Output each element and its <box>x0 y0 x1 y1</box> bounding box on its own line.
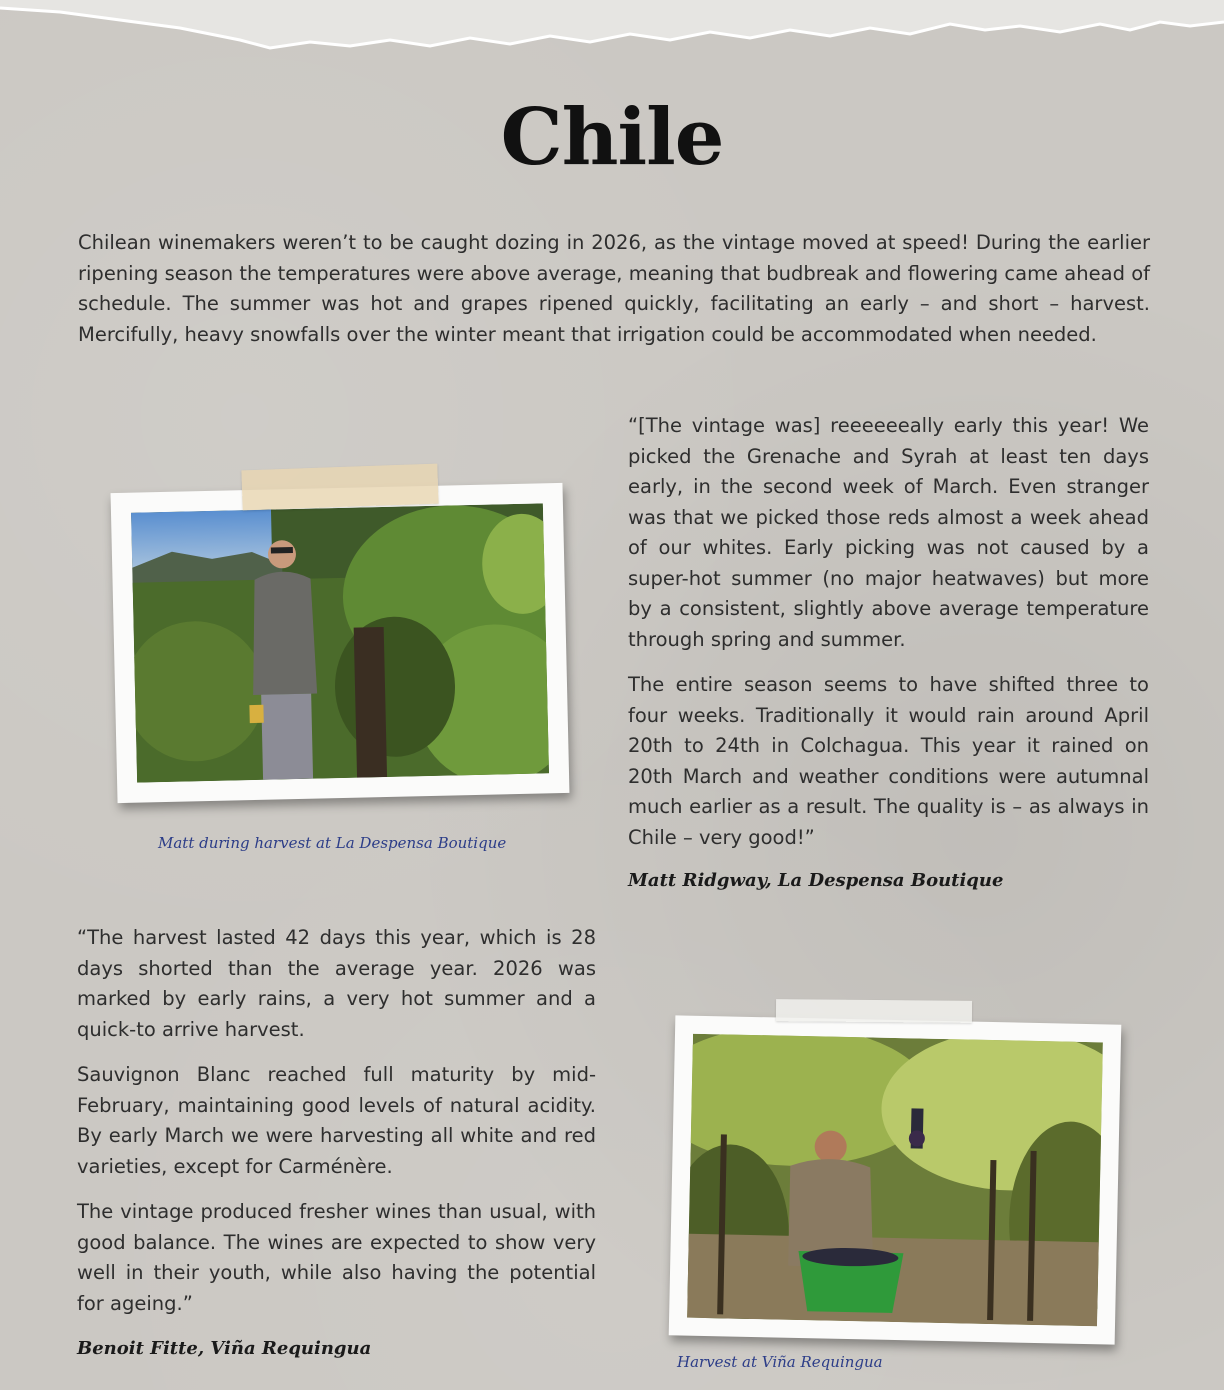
page-title: Chile <box>500 92 724 183</box>
intro-paragraph: Chilean winemakers weren’t to be caught dozing in 2026, as the vintage moved at speed! During the earlier ripening season the temperatures were above average, meaning that budbreak and flowering came ahead of schedule. The summer was hot and grapes ripened quickly, facilitating an early – and short – harvest. Mercifully, heavy snowfalls over the winter meant that irrigation could be accommodated when needed. <box>78 231 1150 346</box>
tape-strip <box>776 999 972 1023</box>
torn-paper-edge <box>0 0 1224 60</box>
photo-caption: Harvest at Viña Requingua <box>677 1353 883 1371</box>
quote-matt-ridgway <box>628 411 1149 868</box>
tape-strip <box>241 464 438 511</box>
photo-caption: Matt during harvest at La Despensa Boutique <box>158 834 507 852</box>
quote-paragraph: “The harvest lasted 42 days this year, which is 28 days shorted than the average year. 2026 was marked by early rains, a very hot summer and a quick-to arrive harvest. <box>77 926 596 1041</box>
quote-paragraph: The entire season seems to have shifted three to four weeks. Traditionally it would rain around April 20th to 24th in Colchagua. This year it rained on 20th March and weather conditions were autumnal much earlier as a result. The quality is – as always in Chile – very good!” <box>628 673 1149 849</box>
quote-paragraph: The vintage produced fresher wines than usual, with good balance. The wines are expected to show very well in their youth, while also having the potential for ageing.” <box>77 1200 596 1315</box>
vineyard-photo-image <box>131 503 549 782</box>
quote-paragraph: Sauvignon Blanc reached full maturity by mid-February, maintaining good levels of natural acidity. By early March we were harvesting all white and red varieties, except for Carménère. <box>77 1063 596 1178</box>
quote-attribution: Benoit Fitte, Viña Requingua <box>77 1338 372 1359</box>
quote-paragraph: “[The vintage was] reeeeeeally early this year! We picked the Grenache and Syrah at least ten days early, in the second week of March. Even stranger was that we picked those reds almost a week ahead of our whites. Early picking was not caused by a super-hot summer (no major heatwaves) but more by a consistent, slightly above average temperature through spring and summer. <box>628 414 1149 651</box>
photo-matt-harvest <box>111 483 570 803</box>
quote-attribution: Matt Ridgway, La Despensa Boutique <box>628 870 1004 891</box>
quote-benoit-fitte <box>77 923 596 1334</box>
photo-requingua-harvest <box>669 1015 1122 1344</box>
harvest-photo-image <box>687 1034 1103 1327</box>
